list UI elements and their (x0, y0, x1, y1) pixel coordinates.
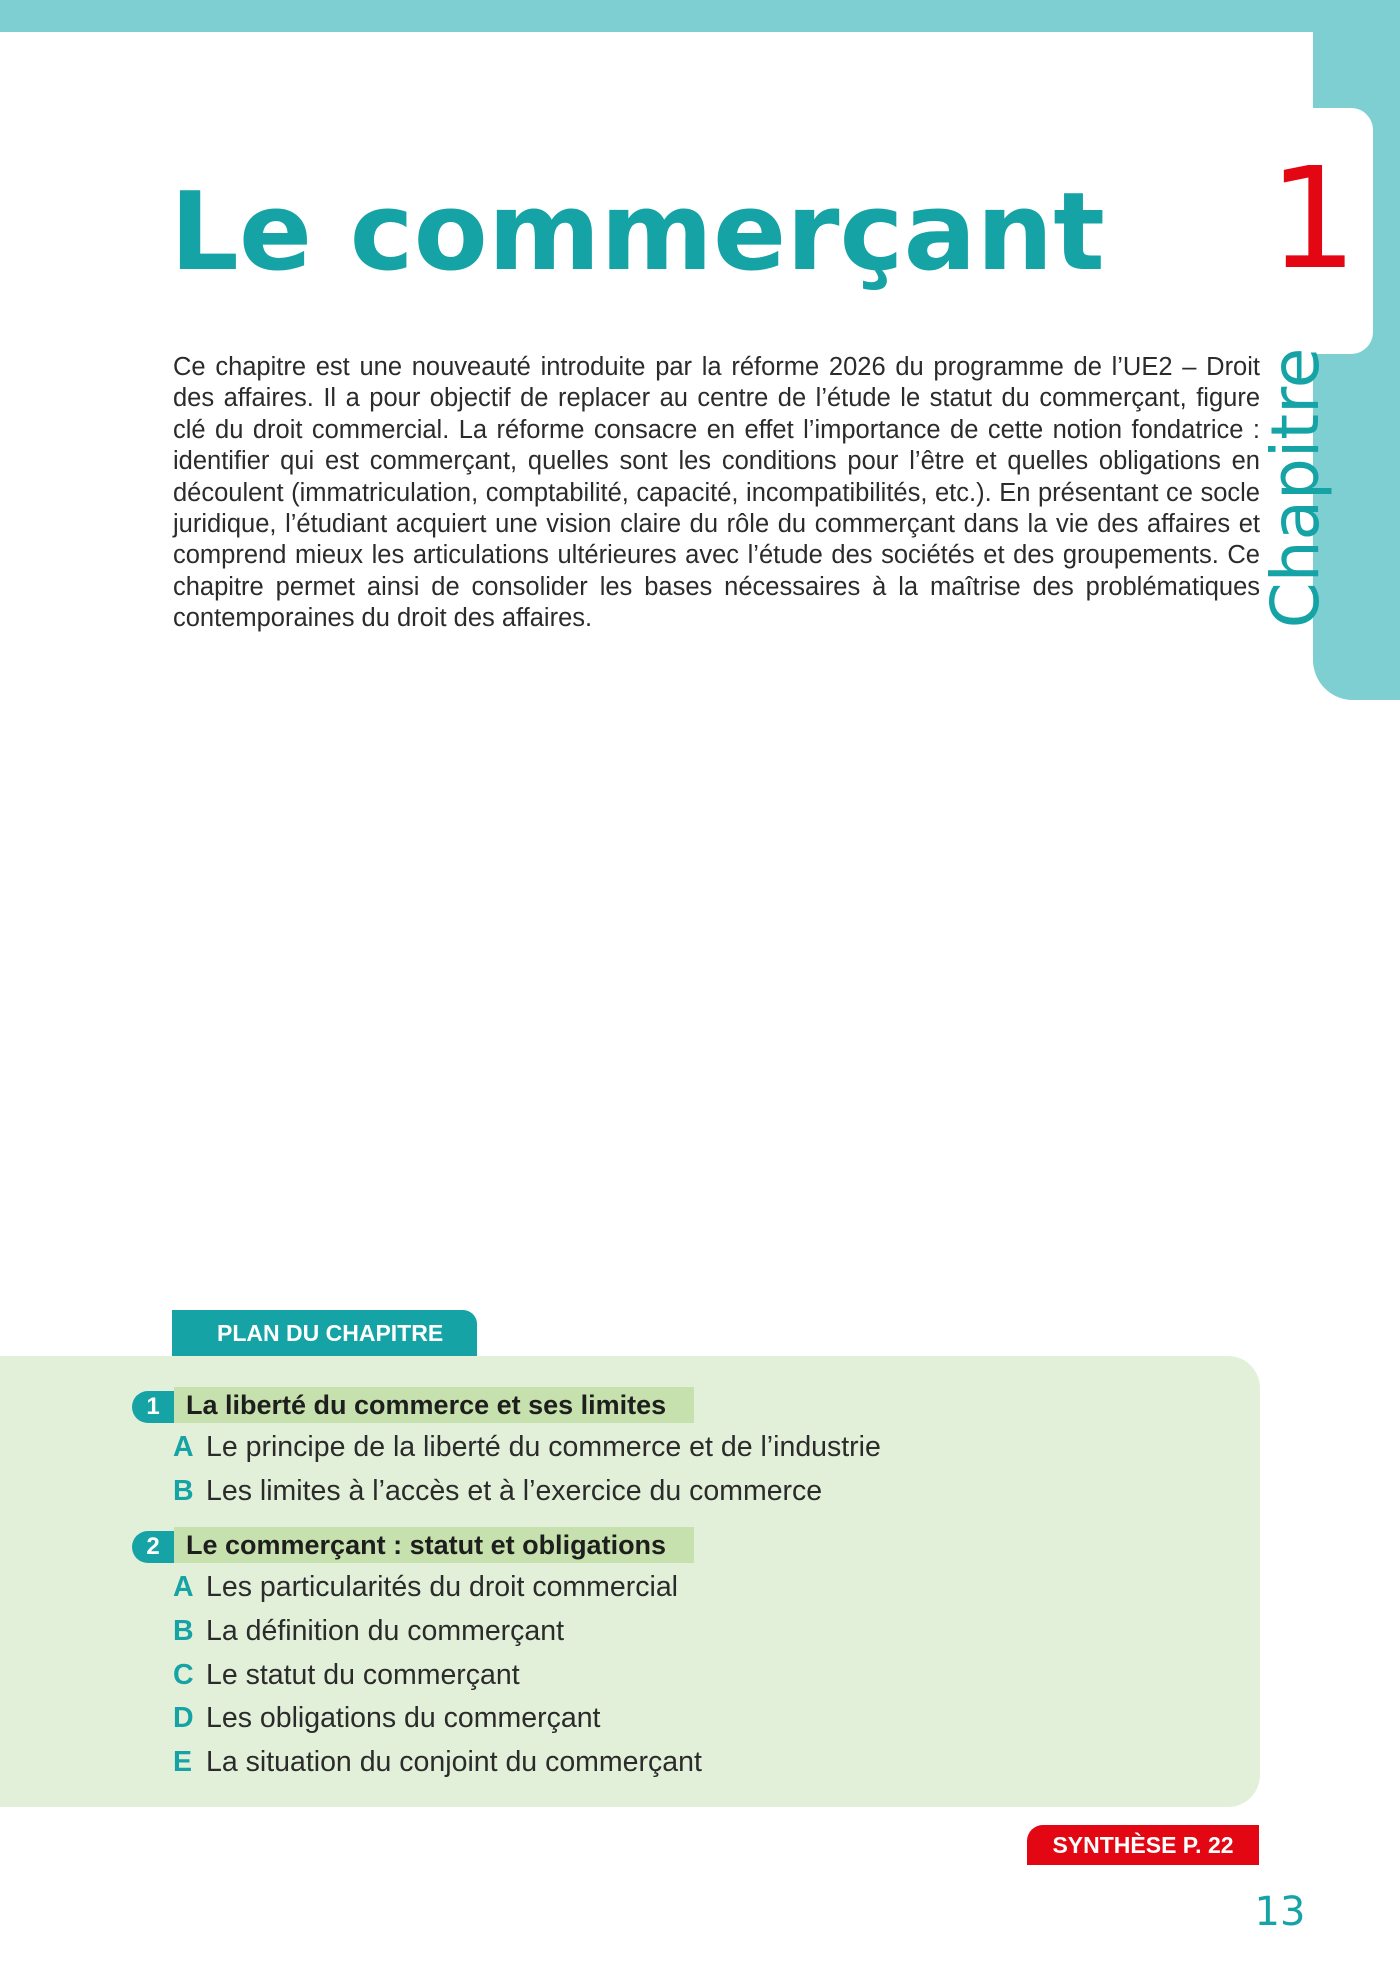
item-letter: A (173, 1431, 194, 1463)
item-letter: D (173, 1702, 194, 1734)
item-text: Les obligations du commerçant (206, 1702, 601, 1734)
plan-label: PLAN DU CHAPITRE (172, 1310, 477, 1356)
item-text: Le principe de la liberté du commerce et de l’industrie (206, 1431, 881, 1463)
item-text: Le statut du commerçant (206, 1659, 520, 1691)
item-text: Les limites à l’accès et à l’exercice du commerce (206, 1475, 823, 1507)
item-text: Les particularités du droit commercial (206, 1571, 679, 1603)
plan-item (173, 1700, 600, 1736)
plan-item (173, 1473, 822, 1509)
plan-item (173, 1569, 678, 1605)
section-title: Le commerçant : statut et obligations (174, 1527, 694, 1563)
item-letter: B (173, 1475, 194, 1507)
section-number-badge: 2 (132, 1531, 174, 1563)
section-title: La liberté du commerce et ses limites (174, 1387, 694, 1423)
plan-item (173, 1613, 564, 1649)
item-text: La situation du conjoint du commerçant (206, 1746, 702, 1778)
chapter-title: Le commerçant (170, 170, 1105, 295)
item-letter: E (173, 1746, 193, 1778)
page-number: 13 (1254, 1889, 1306, 1935)
item-text: La définition du commerçant (206, 1615, 565, 1647)
plan-item (173, 1744, 702, 1780)
section-number-badge: 1 (132, 1391, 174, 1423)
item-letter: C (173, 1659, 194, 1691)
chapter-vertical-label: Chapitre (1257, 347, 1334, 629)
synthese-reference-badge: SYNTHÈSE P. 22 (1027, 1825, 1259, 1865)
chapter-intro-paragraph: Ce chapitre est une nouveauté introduite par la réforme 2026 du programme de l’UE2 – Droit des affaires. Il a pour objectif de replacer au centre de l’étude le statut du commerçant, figure clé du droit commercial. La réforme consacre en effet l’importance de cette notion fondatrice : identifier qui est commerçant, quelles sont les conditions pour l’être et quelles obligations en découlent (immatriculation, comptabilité, capacité, incompatibilités, etc.). En présentant ce socle juridique, l’étudiant acquiert une vision claire du rôle du commerçant dans la vie des affaires et comprend mieux les articulations ultérieures avec l’étude des sociétés et des groupements. Ce chapitre permet ainsi de consolider les bases nécessaires à la maîtrise des problématiques contemporaines du droit des affaires. (173, 353, 1260, 633)
plan-item (173, 1429, 881, 1465)
plan-item (173, 1657, 520, 1693)
item-letter: B (173, 1615, 194, 1647)
top-decorative-band (0, 0, 1400, 32)
item-letter: A (173, 1571, 194, 1603)
chapter-number: 1 (1268, 138, 1358, 301)
